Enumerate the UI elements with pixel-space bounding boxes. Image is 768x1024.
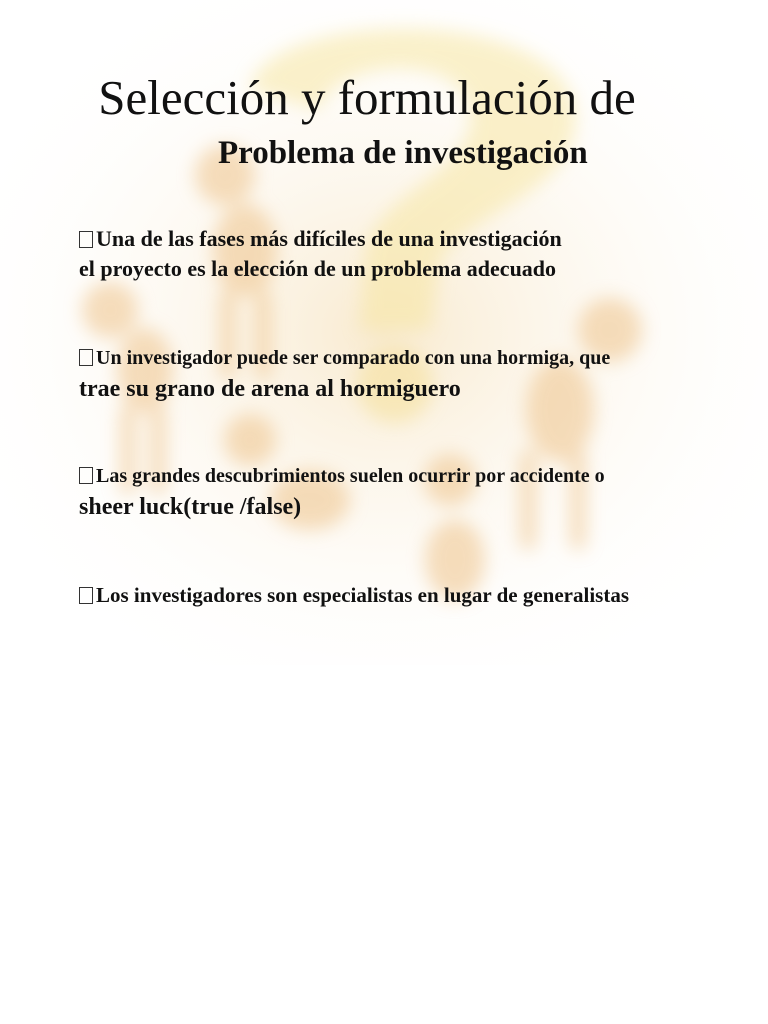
bullet-text: Los investigadores son especialistas en lugar de generalistas	[96, 583, 629, 607]
slide-title: Selección y formulación de	[98, 70, 636, 125]
bullet-text-continued: el proyecto es la elección de un problema adecuado	[79, 256, 557, 281]
checkbox-bullet-icon	[79, 587, 93, 604]
bullet-item	[79, 224, 562, 284]
bullet-text: Las grandes descubrimientos suelen ocurrir por accidente o	[96, 465, 605, 487]
bullet-text-continued: sheer luck(true /false)	[79, 494, 302, 520]
bullet-text: Un investigador puede ser comparado con una hormiga, que	[96, 347, 611, 369]
checkbox-bullet-icon	[79, 467, 93, 484]
bullet-item	[79, 580, 629, 610]
bullet-text: Una de las fases más difíciles de una investigación	[96, 226, 562, 251]
bullet-item	[79, 344, 610, 406]
slide-subtitle: Problema de investigación	[218, 135, 588, 171]
bullet-item	[79, 462, 605, 524]
checkbox-bullet-icon	[79, 231, 93, 248]
bullet-text-continued: trae su grano de arena al hormiguero	[79, 376, 461, 402]
checkbox-bullet-icon	[79, 349, 93, 366]
